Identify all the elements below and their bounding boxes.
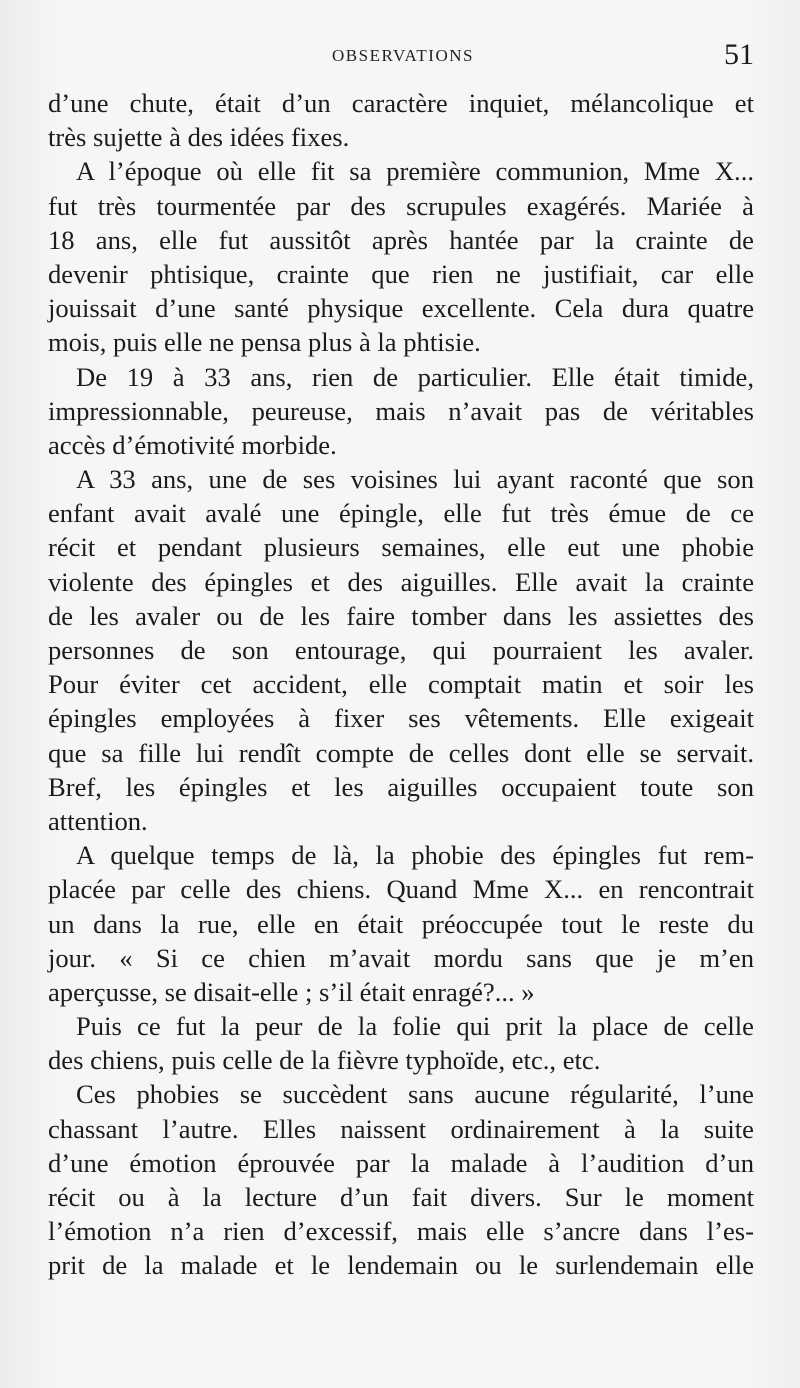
text-line: épingles employées à fixer ses vêtements. Elle exigeait (48, 703, 754, 734)
text-line: A quelque temps de là, la phobie des épingles fut rem- (76, 840, 754, 871)
text-line: que sa fille lui rendît compte de celles dont elle se servait. (48, 737, 754, 768)
text-line: mois, puis elle ne pensa plus à la phtisie. (48, 327, 481, 358)
text-line: Ces phobies se succèdent sans aucune régularité, l’une (76, 1079, 754, 1110)
text-line: De 19 à 33 ans, rien de particulier. Elle était timide, (76, 361, 754, 392)
text-line: fut très tourmentée par des scrupules exagérés. Mariée à (48, 190, 754, 221)
text-line: d’une émotion éprouvée par la malade à l’audition d’un (48, 1147, 754, 1178)
text-line: Bref, les épingles et les aiguilles occupaient toute son (48, 771, 754, 802)
text-line: devenir phtisique, crainte que rien ne justifiait, car elle (48, 258, 754, 289)
text-line: l’émotion n’a rien d’excessif, mais elle s’ancre dans l’es- (48, 1216, 754, 1247)
running-head: OBSERVATIONS (332, 46, 474, 65)
text-line: placée par celle des chiens. Quand Mme X... en rencontrait (48, 874, 754, 905)
text-line: récit et pendant plusieurs semaines, elle eut une phobie (48, 532, 754, 563)
text-line: accès d’émotivité morbide. (48, 429, 337, 460)
text-line: récit ou à la lecture d’un fait divers. Sur le moment (48, 1182, 754, 1212)
page-number: 51 (724, 38, 754, 71)
text-line: violente des épingles et des aiguilles. Elle avait la crainte (48, 566, 754, 597)
text-line: de les avaler ou de les faire tomber dans les assiettes des (48, 600, 754, 631)
text-line: 18 ans, elle fut aussitôt après hantée par la crainte de (48, 224, 754, 255)
text-line: attention. (48, 805, 148, 836)
body-text (48, 86, 754, 1283)
text-line: d’une chute, était d’un caractère inquiet, mélancolique et (48, 88, 754, 118)
text-line: Pour éviter cet accident, elle comptait matin et soir les (48, 669, 754, 700)
text-line: très sujette à des idées fixes. (48, 122, 350, 153)
text-line: des chiens, puis celle de la fièvre typhoïde, etc., etc. (48, 1045, 601, 1076)
text-line: impressionnable, peureuse, mais n’avait pas de véritables (48, 395, 754, 426)
text-line: jouissait d’une santé physique excellente. Cela dura quatre (48, 293, 754, 324)
text-line: un dans la rue, elle en était préoccupée tout le reste du (48, 908, 754, 939)
text-line: enfant avait avalé une épingle, elle fut très émue de ce (48, 498, 754, 529)
text-line: aperçusse, se disait-elle ; s’il était enragé?... » (48, 976, 535, 1007)
text-line: A l’époque où elle fit sa première communion, Mme X... (76, 156, 754, 187)
text-line: jour. « Si ce chien m’avait mordu sans que je m’en (48, 942, 754, 973)
text-line: chassant l’autre. Elles naissent ordinairement à la suite (48, 1113, 754, 1144)
page-header (46, 38, 760, 78)
text-line: personnes de son entourage, qui pourraient les avaler. (48, 635, 754, 665)
text-line: prit de la malade et le lendemain ou le surlendemain elle (48, 1250, 754, 1281)
text-line: Puis ce fut la peur de la folie qui prit la place de celle (76, 1011, 754, 1042)
text-line: A 33 ans, une de ses voisines lui ayant raconté que son (76, 464, 754, 495)
